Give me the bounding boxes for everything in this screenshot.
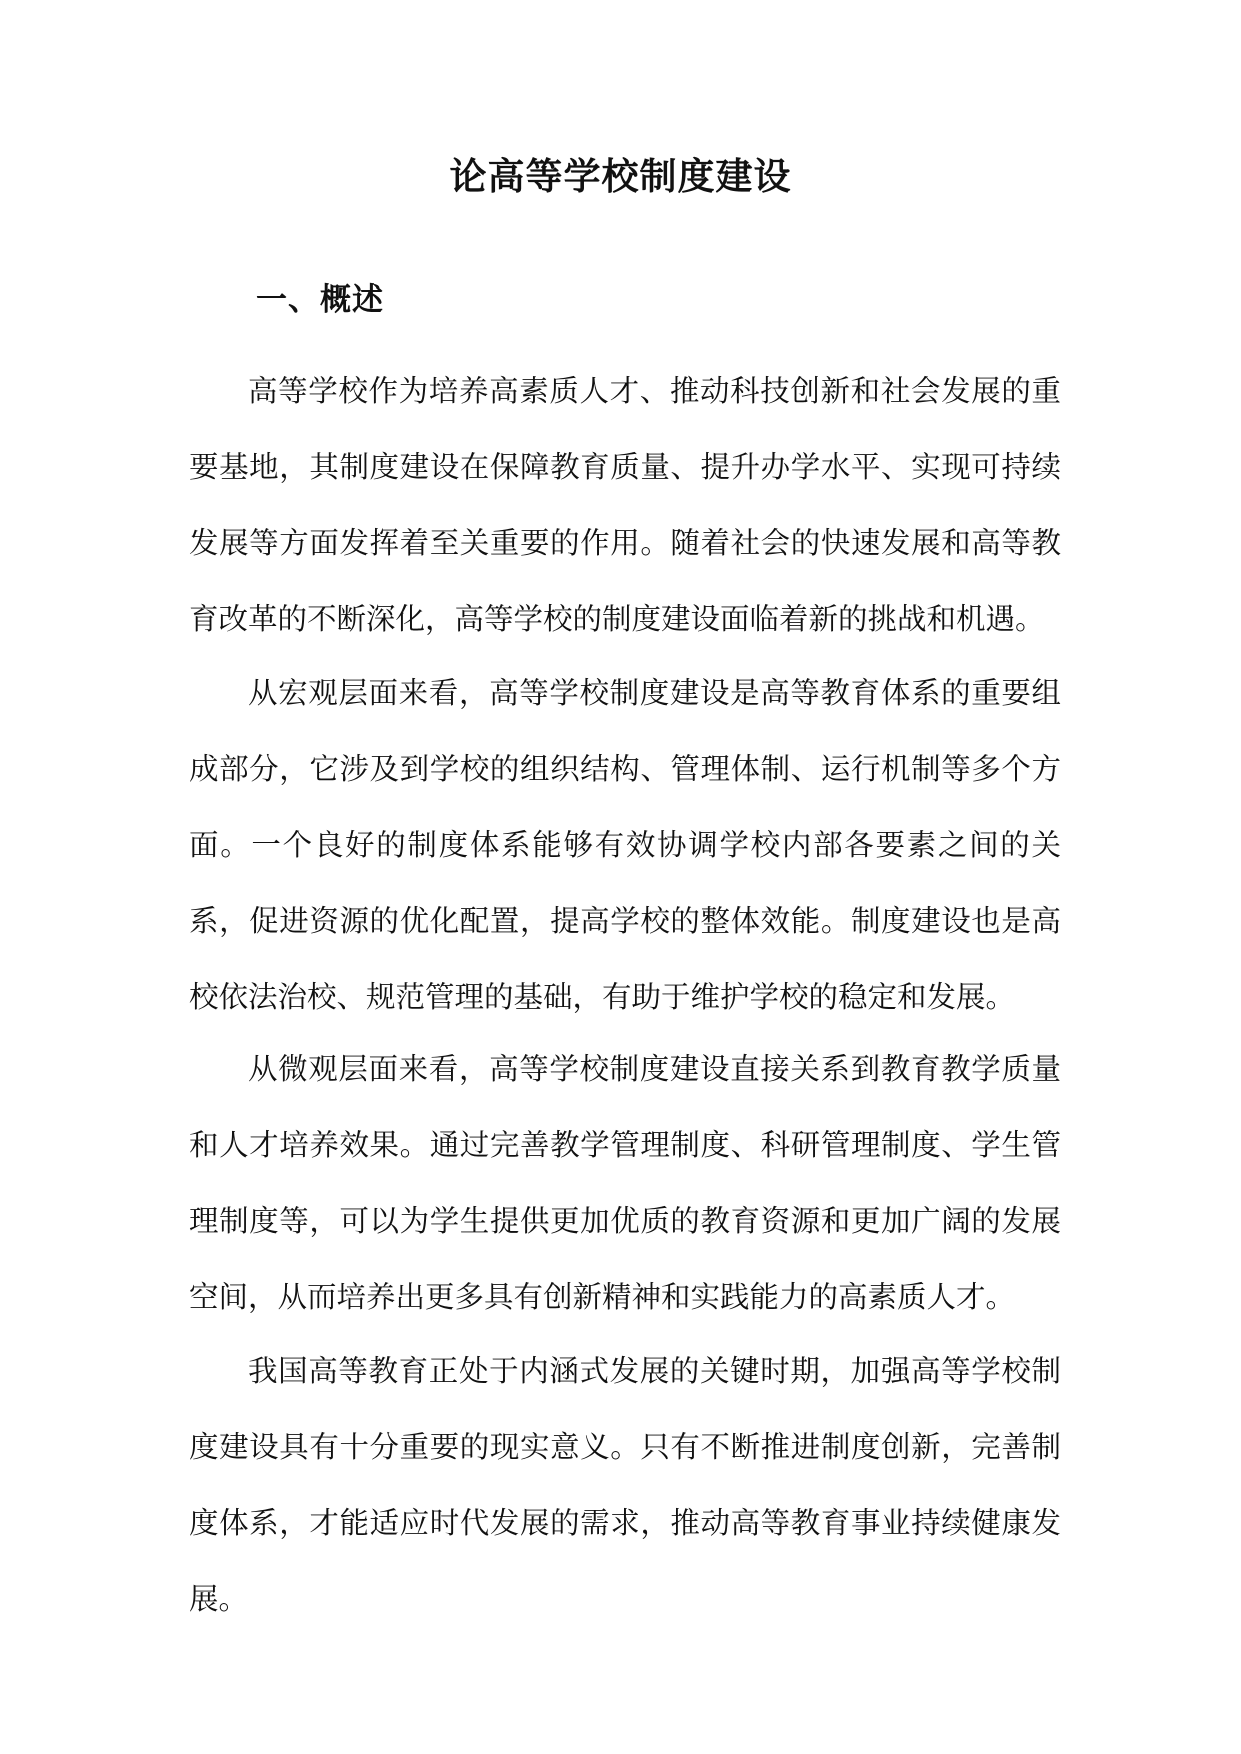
paragraph: 高等学校作为培养高素质人才、推动科技创新和社会发展的重要基地，其制度建设在保障教育质量、提升办学水平、实现可持续发展等方面发挥着至关重要的作用。随着社会的快速发展和高等教育改革的不断深化，高等学校的制度建设面临着新的挑战和机遇。: [189, 374, 1061, 636]
paragraph: 从微观层面来看，高等学校制度建设直接关系到教育教学质量和人才培养效果。通过完善教学管理制度、科研管理制度、学生管理制度等，可以为学生提供更加优质的教育资源和更加广阔的发展空间，从而培养出更多具有创新精神和实践能力的高素质人才。: [189, 1052, 1061, 1314]
paragraph: 我国高等教育正处于内涵式发展的关键时期，加强高等学校制度建设具有十分重要的现实意义。只有不断推进制度创新，完善制度体系，才能适应时代发展的需求，推动高等教育事业持续健康发展。: [189, 1354, 1061, 1616]
section-heading-overview: 一、概述: [256, 282, 384, 318]
document-title: 论高等学校制度建设: [449, 154, 792, 198]
paragraph: 从宏观层面来看，高等学校制度建设是高等教育体系的重要组成部分，它涉及到学校的组织结构、管理体制、运行机制等多个方面。一个良好的制度体系能够有效协调学校内部各要素之间的关系，促进资源的优化配置，提高学校的整体效能。制度建设也是高校依法治校、规范管理的基础，有助于维护学校的稳定和发展。: [189, 676, 1061, 1014]
